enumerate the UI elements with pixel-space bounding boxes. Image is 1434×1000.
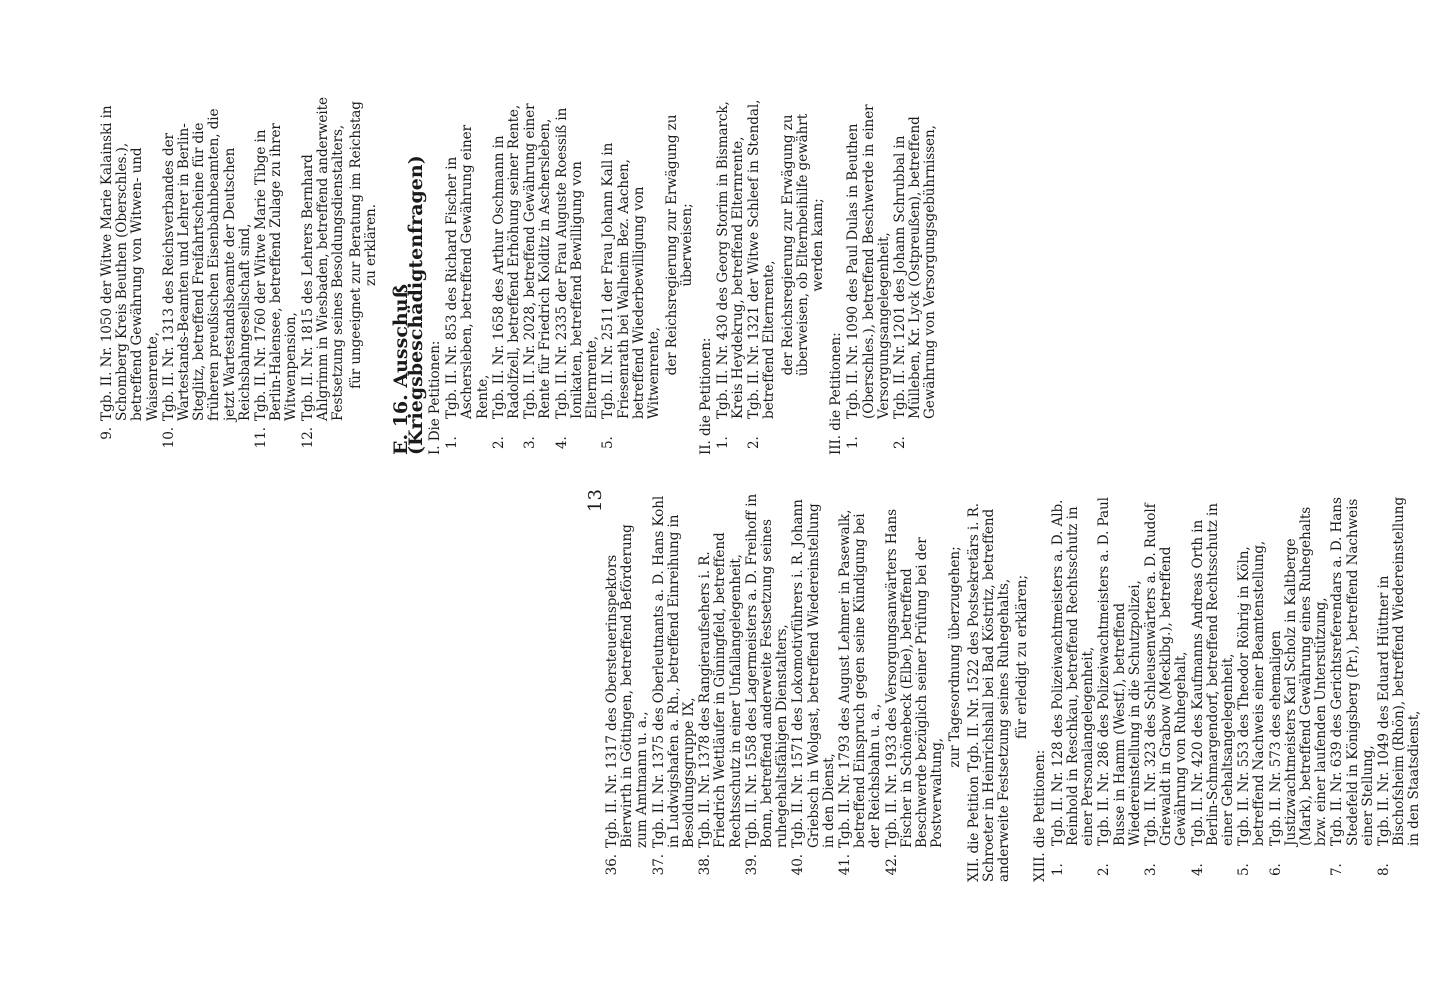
list-item	[601, 95, 662, 455]
list-item	[745, 492, 791, 882]
item-number: 4.	[1189, 863, 1206, 876]
item-number: 2.	[746, 436, 763, 449]
item-number: 36.	[604, 854, 620, 876]
list-item	[605, 492, 651, 882]
list-item	[555, 95, 601, 455]
item-number: 12.	[299, 427, 316, 449]
list-item	[1144, 492, 1190, 882]
item-number: 5.	[1236, 863, 1253, 876]
item-number: 3.	[522, 436, 539, 449]
list-item	[1191, 492, 1237, 882]
list-item	[1237, 492, 1267, 882]
left-note-2: für erledigt zu erklären;	[1014, 575, 1031, 739]
item-text: Tgb. II. Nr. 1760 der Witwe Marie Tibge in Berlin-Halensee, betreffend Zulage zu ihrer Witwenpension,	[253, 123, 300, 421]
list-item	[523, 95, 553, 455]
item-number: 41.	[837, 854, 854, 876]
item-number: 39.	[743, 854, 760, 876]
list-item	[445, 95, 491, 455]
section-xiii: XIII. die Petitionen:	[1032, 749, 1049, 882]
item-number: 11.	[253, 427, 270, 449]
left-entries	[605, 492, 945, 882]
item-number: 1.	[444, 436, 461, 449]
list-item	[652, 492, 698, 882]
list-item	[698, 492, 744, 882]
item-number: 42.	[883, 854, 900, 876]
item-number: 38.	[697, 854, 714, 876]
item-text: Tgb. II. Nr. 2028, betreffend Gewährung einer Rente für Friedrich Kolditz in Aschersleben,	[522, 103, 554, 419]
right-note-2: der Reichsregierung zur Erwägung zu überweisen;	[664, 114, 696, 376]
item-number: 1.	[845, 436, 862, 449]
page-number: 13	[585, 489, 606, 512]
item-text: Tgb. II. Nr. 1793 des August Lehmer in Pasewalk, betreffend Einspruch gegen seine Kündigung bei der Reichsbahn u. a.,	[837, 509, 884, 848]
item-text: Tgb. II. Nr. 1815 des Lehrers Bernhard Ahlgrimm in Wiesbaden, betreffend anderweite Festsetzung seines Besoldungsdienstalters,	[299, 97, 347, 421]
item-number: 5.	[600, 436, 617, 449]
list-item	[893, 95, 939, 455]
list-item	[838, 492, 884, 882]
right-note-3: der Reichsregierung zur Erwägung zu überweisen, ob Elternbeihilfe gewährt werden kann;	[779, 113, 826, 377]
section-ii-entries	[716, 95, 778, 455]
item-number: 1.	[714, 436, 731, 449]
list-item	[162, 95, 253, 455]
item-number: 7.	[1329, 863, 1346, 876]
item-text: Tgb. II. Nr. 430 des Georg Storim in Bismarck, Kreis Heydekrug, betreffend Elternrente,	[714, 101, 746, 419]
item-text: Tgb. II. Nr. 1090 des Paul Dulas in Beuthen (Oberschles.), betreffend Beschwerde in einer Versorgungsangelegenheit,	[845, 104, 892, 419]
item-text: Tgb. II. Nr. 1658 des Arthur Oschmann in Radolfzell, betreffend Erhöhung seiner Rente,	[490, 104, 523, 419]
item-number: 2.	[891, 436, 908, 449]
list-item	[1051, 492, 1097, 882]
item-text: Tgb. II. Nr. 2511 der Frau Johann Kall in Friesenrath bei Walheim Bez. Aachen, betreffend Wiederbewilligung von Witwenrente,	[600, 142, 662, 419]
item-number: 2.	[490, 436, 507, 449]
list-item	[1377, 492, 1423, 882]
left-column	[605, 492, 1424, 882]
item-number: 1.	[1049, 863, 1066, 876]
item-text: Tgb. II. Nr. 639 des Gerichtsreferendars a. D. Hans Stedefeld in Königsberg (Pr.), betreffend Nachweis einer Stellung,	[1329, 497, 1376, 846]
right-column	[100, 95, 940, 455]
right-note-1: für ungeeignet zur Beratung im Reichstag zu erklären.	[348, 101, 380, 389]
item-number: 2.	[1096, 863, 1113, 876]
list-item	[885, 492, 946, 882]
item-text: Tgb. II. Nr. 1313 des Reichsverbandes der Wartestands-Beamten und Lehrer in Berlin-Steglitz, betreffend Freifahrtscheine für die früheren preußischen Eisenbahnbeamten, die jetzt Wartestandsbeamte der Deutschen Reichsbahngesellschaft sind,	[160, 108, 253, 421]
list-item	[846, 95, 892, 455]
list-item	[492, 95, 522, 455]
item-text: Tgb. II. Nr. 2335 der Frau Auguste Roessiß in Ionikaten, betreffend Bewilligung von Elternrente,	[553, 107, 601, 419]
item-number: 9.	[99, 427, 115, 440]
item-text: Tgb. II. Nr. 1321 der Witwe Schleef in Stendal, betreffend Elternrente,	[746, 99, 778, 419]
item-number: 37.	[650, 854, 667, 876]
list-item	[1097, 492, 1143, 882]
item-text: Tgb. II. Nr. 1317 des Obersteuerinspektors Bierwirth in Göttingen, betreffend Beförderung zum Amtmann u. a.,	[604, 524, 651, 848]
item-text: Tgb. II. Nr. 1378 des Rangieraufsehers i. R. Friedrich Wettläufer in Güningfeld, betreffend Rechtsschutz in einer Unfallangelegenheit,	[697, 532, 744, 848]
item-text: Tgb. II. Nr. 1558 des Lagermeisters a. D. Freihoff in Bonn, betreffend anderweite Festsetzung seines ruhegehaltsfähigen Dienstalters,	[743, 493, 791, 848]
item-text: Tgb. II. Nr. 323 des Schleusenwärters a. D. Rudolf Griewaldt in Grabow (Mecklbg.), betreffend Gewährung von Ruhegehalt,	[1142, 503, 1190, 846]
list-item	[254, 95, 300, 455]
list-item	[791, 492, 837, 882]
item-number: 10.	[160, 427, 177, 449]
list-item	[1269, 492, 1330, 882]
section-iii: III. die Petitionen:	[828, 332, 845, 455]
item-number: 8.	[1375, 863, 1392, 876]
list-item	[100, 95, 161, 455]
item-number: 3.	[1142, 863, 1159, 876]
item-text: Tgb. II. Nr. 1571 des Lokomotivführers i. R. Johann Griebsch in Wolgast, betreffend Wiedereinstellung in den Dienst,	[790, 499, 837, 848]
section-xii: XII. die Petition Tgb. II. Nr. 1522 des Postsekretärs i. R. Schroeter in Heinrichshall bei Bad Köstritz, betreffend anderweite Festsetzung seines Ruhegehalts,	[965, 503, 1013, 882]
left-sub-entries	[1051, 492, 1423, 882]
list-item	[301, 95, 347, 455]
item-text: Tgb. II. Nr. 286 des Polizeiwachtmeisters a. D. Paul Busse in Hamm (Westf.), betreffend Wiedereinstellung in die Schutzpolizei,	[1096, 497, 1143, 846]
right-entries	[100, 95, 346, 455]
left-note-1: zur Tagesordnung überzugehen;	[947, 546, 964, 768]
item-text: Tgb. II. Nr. 553 des Theodor Röhrig in Köln, betreffend Nachweis einer Beamtenstellung,	[1236, 540, 1268, 846]
item-text: Tgb. II. Nr. 1933 des Versorgungsanwärters Hans Fischer in Schönebeck (Elbe), betreffend Beschwerde bezüglich seiner Prüfung bei der Postverwaltung,	[883, 508, 946, 848]
item-number: 4.	[553, 436, 570, 449]
item-text: Tgb. II. Nr. 1375 des Oberleutnants a. D. Hans Kohl in Ludwigshafen a. Rh., betreffend Einreihung in Besoldungsgruppe IX,	[650, 495, 698, 848]
item-text: Tgb. II. Nr. 420 des Kaufmanns Andreas Orth in Berlin-Schmargendorf, betreffend Rechtsschutz in einer Gehaltsangelegenheit,	[1189, 503, 1236, 846]
section-i-entries	[445, 95, 662, 455]
section-heading: E. 16. Ausschuß (Kriegsbeschädigtenfragen)	[389, 155, 427, 455]
item-text: Tgb. II. Nr. 1050 der Witwe Marie Kalainski in Schomberg Kreis Beuthen (Oberschles.), betreffend Gewährung von Witwen- und Waisenrente,	[99, 105, 161, 421]
item-text: Tgb. II. Nr. 1201 des Johann Schrubbal in Mülleben, Kr. Lyck (Ostpreußen), betreffend Gewährung von Versorgungsgebührnissen,	[891, 116, 939, 419]
section-i: I. Die Petitionen:	[427, 340, 444, 455]
item-text: Tgb. II. Nr. 573 des ehemaligen Justizwachtmeisters Karl Scholz in Kaltberge (Mark), betreffend Gewährung eines Ruhegehalts bzw. einer laufenden Unterstützung,	[1267, 506, 1330, 846]
section-iii-entries	[846, 95, 938, 455]
list-item	[1330, 492, 1376, 882]
list-item	[747, 95, 777, 455]
item-text: Tgb. II. Nr. 128 des Polizeiwachtmeisters a. D. Alb. Reinhold in Reschkau, betreffend Rechtsschutz in einer Personalangelegenheit,	[1049, 499, 1097, 846]
item-text: Tgb. II. Nr. 1049 des Eduard Hüttner in Bischofsheim (Rhön), betreffend Wiedereinstellung in den Staatsdienst,	[1375, 496, 1423, 846]
item-text: Tgb. II. Nr. 853 des Richard Fischer in Aschersleben, betreffend Gewährung einer Rente,	[444, 125, 491, 419]
item-number: 40.	[790, 854, 807, 876]
section-ii: II. die Petitionen:	[697, 337, 714, 455]
item-number: 6.	[1267, 863, 1284, 876]
list-item	[716, 95, 746, 455]
